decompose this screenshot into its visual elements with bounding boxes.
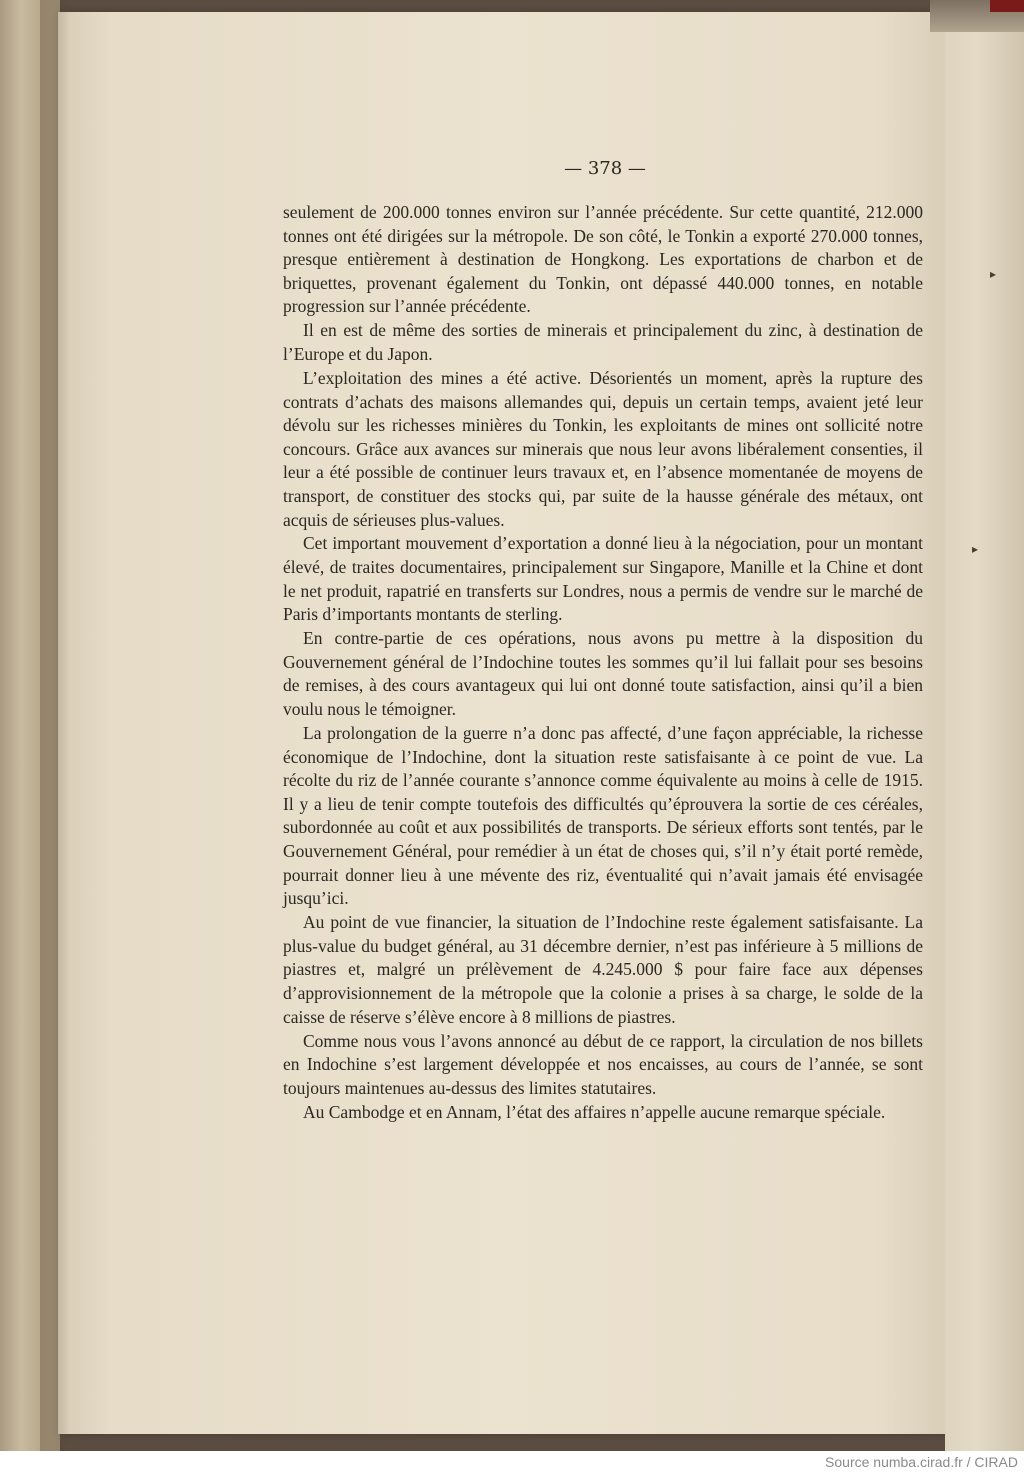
paragraph: Cet important mouvement d’exportation a donné lieu à la négociation, pour un montant élevé, de traites documentaires, principalement sur Singapore, Manille et la Chine et dont le net produit, rapatrié en transferts sur Londres, nous a permis de vendre sur le marché de Paris d’importants montants de sterling. (283, 533, 923, 625)
spine-shadow (40, 0, 70, 1451)
edge-notch-mark: ▸ (990, 267, 997, 281)
body-text (283, 201, 923, 1125)
footer-bar (0, 1451, 1024, 1476)
paragraph: Au point de vue financier, la situation de l’Indochine reste également satisfaisante. La plus-value du budget général, au 31 décembre dernier, n’est pas inférieure à 5 millions de piastres et, malgré un prélèvement de 4.245.000 $ pour faire face aux dépenses d’approvisionnement de la métropole que la colonie a prises à sa charge, le solde de la caisse de réserve s’élève encore à 8 millions de piastres. (283, 912, 923, 1027)
facing-page-edge (945, 30, 1024, 1451)
bookmark-ribbon (990, 0, 1024, 12)
paragraph: L’exploitation des mines a été active. Désorientés un moment, après la rupture des contrats d’achats des maisons allemandes qui, depuis un certain temps, avaient jeté leur dévolu sur les richesses minières du Tonkin, les exploitants de mines ont sollicité notre concours. Grâce aux avances sur minerais que nous leur avons libéralement consenties, il leur a été possible de continuer leurs travaux et, en l’absence momentanée de moyens de transport, de constituer des stocks qui, par suite de la hausse générale des métaux, ont acquis de sérieuses plus-values. (283, 367, 923, 530)
page-number: — 378 — (564, 158, 646, 179)
paragraph: Comme nous vous l’avons annoncé au début de ce rapport, la circulation de nos billets en Indochine s’est largement développée et nos encaisses, au cours de l’année, se sont toujours maintenues au-dessus des limites statutaires. (283, 1030, 923, 1098)
source-credit: Source numba.cirad.fr / CIRAD (825, 1454, 1018, 1470)
paragraph: En contre-partie de ces opérations, nous avons pu mettre à la disposition du Gouvernement général de l’Indochine toutes les sommes qu’il lui fallait pour ses besoins de remises, à des cours avantageux qui lui ont donné toute satisfaction, ainsi qu’il a bien voulu nous le témoigner. (283, 628, 923, 720)
paragraph: La prolongation de la guerre n’a donc pas affecté, d’une façon appréciable, la richesse économique de l’Indochine, dont la situation reste satisfaisante à ce point de vue. La récolte du riz de l’année courante s’annonce comme équivalente au moins à celle de 1915. Il y a lieu de tenir compte toutefois des difficultés qu’éprouvera la sortie de ces céréales, subordonnée au coût et aux possibilités de transports. De sérieux efforts sont tentés, par le Gouvernement Général, pour remédier à un état de choses qui, s’il n’y était porté remède, pourrait donner lieu à une mévente des riz, éventualité qui n’avait jamais été envisagée jusqu’ici. (283, 723, 923, 909)
edge-notch-mark: ▸ (972, 542, 979, 556)
paragraph: Au Cambodge et en Annam, l’état des affaires n’appelle aucune remarque spéciale. (303, 1101, 886, 1122)
paragraph: seulement de 200.000 tonnes environ sur l’année précédente. Sur cette quantité, 212.000 tonnes ont été dirigées sur la métropole. De son côté, le Tonkin a exporté 270.000 tonnes, presque entièrement à destination de Hongkong. Les exportations de charbon et de briquettes, provenant également du Tonkin, ont dépassé 440.000 tonnes, en notable progression sur l’année précédente. (283, 202, 923, 317)
paragraph: Il en est de même des sorties de minerais et principalement du zinc, à destination de l’Europe et du Japon. (283, 320, 923, 364)
